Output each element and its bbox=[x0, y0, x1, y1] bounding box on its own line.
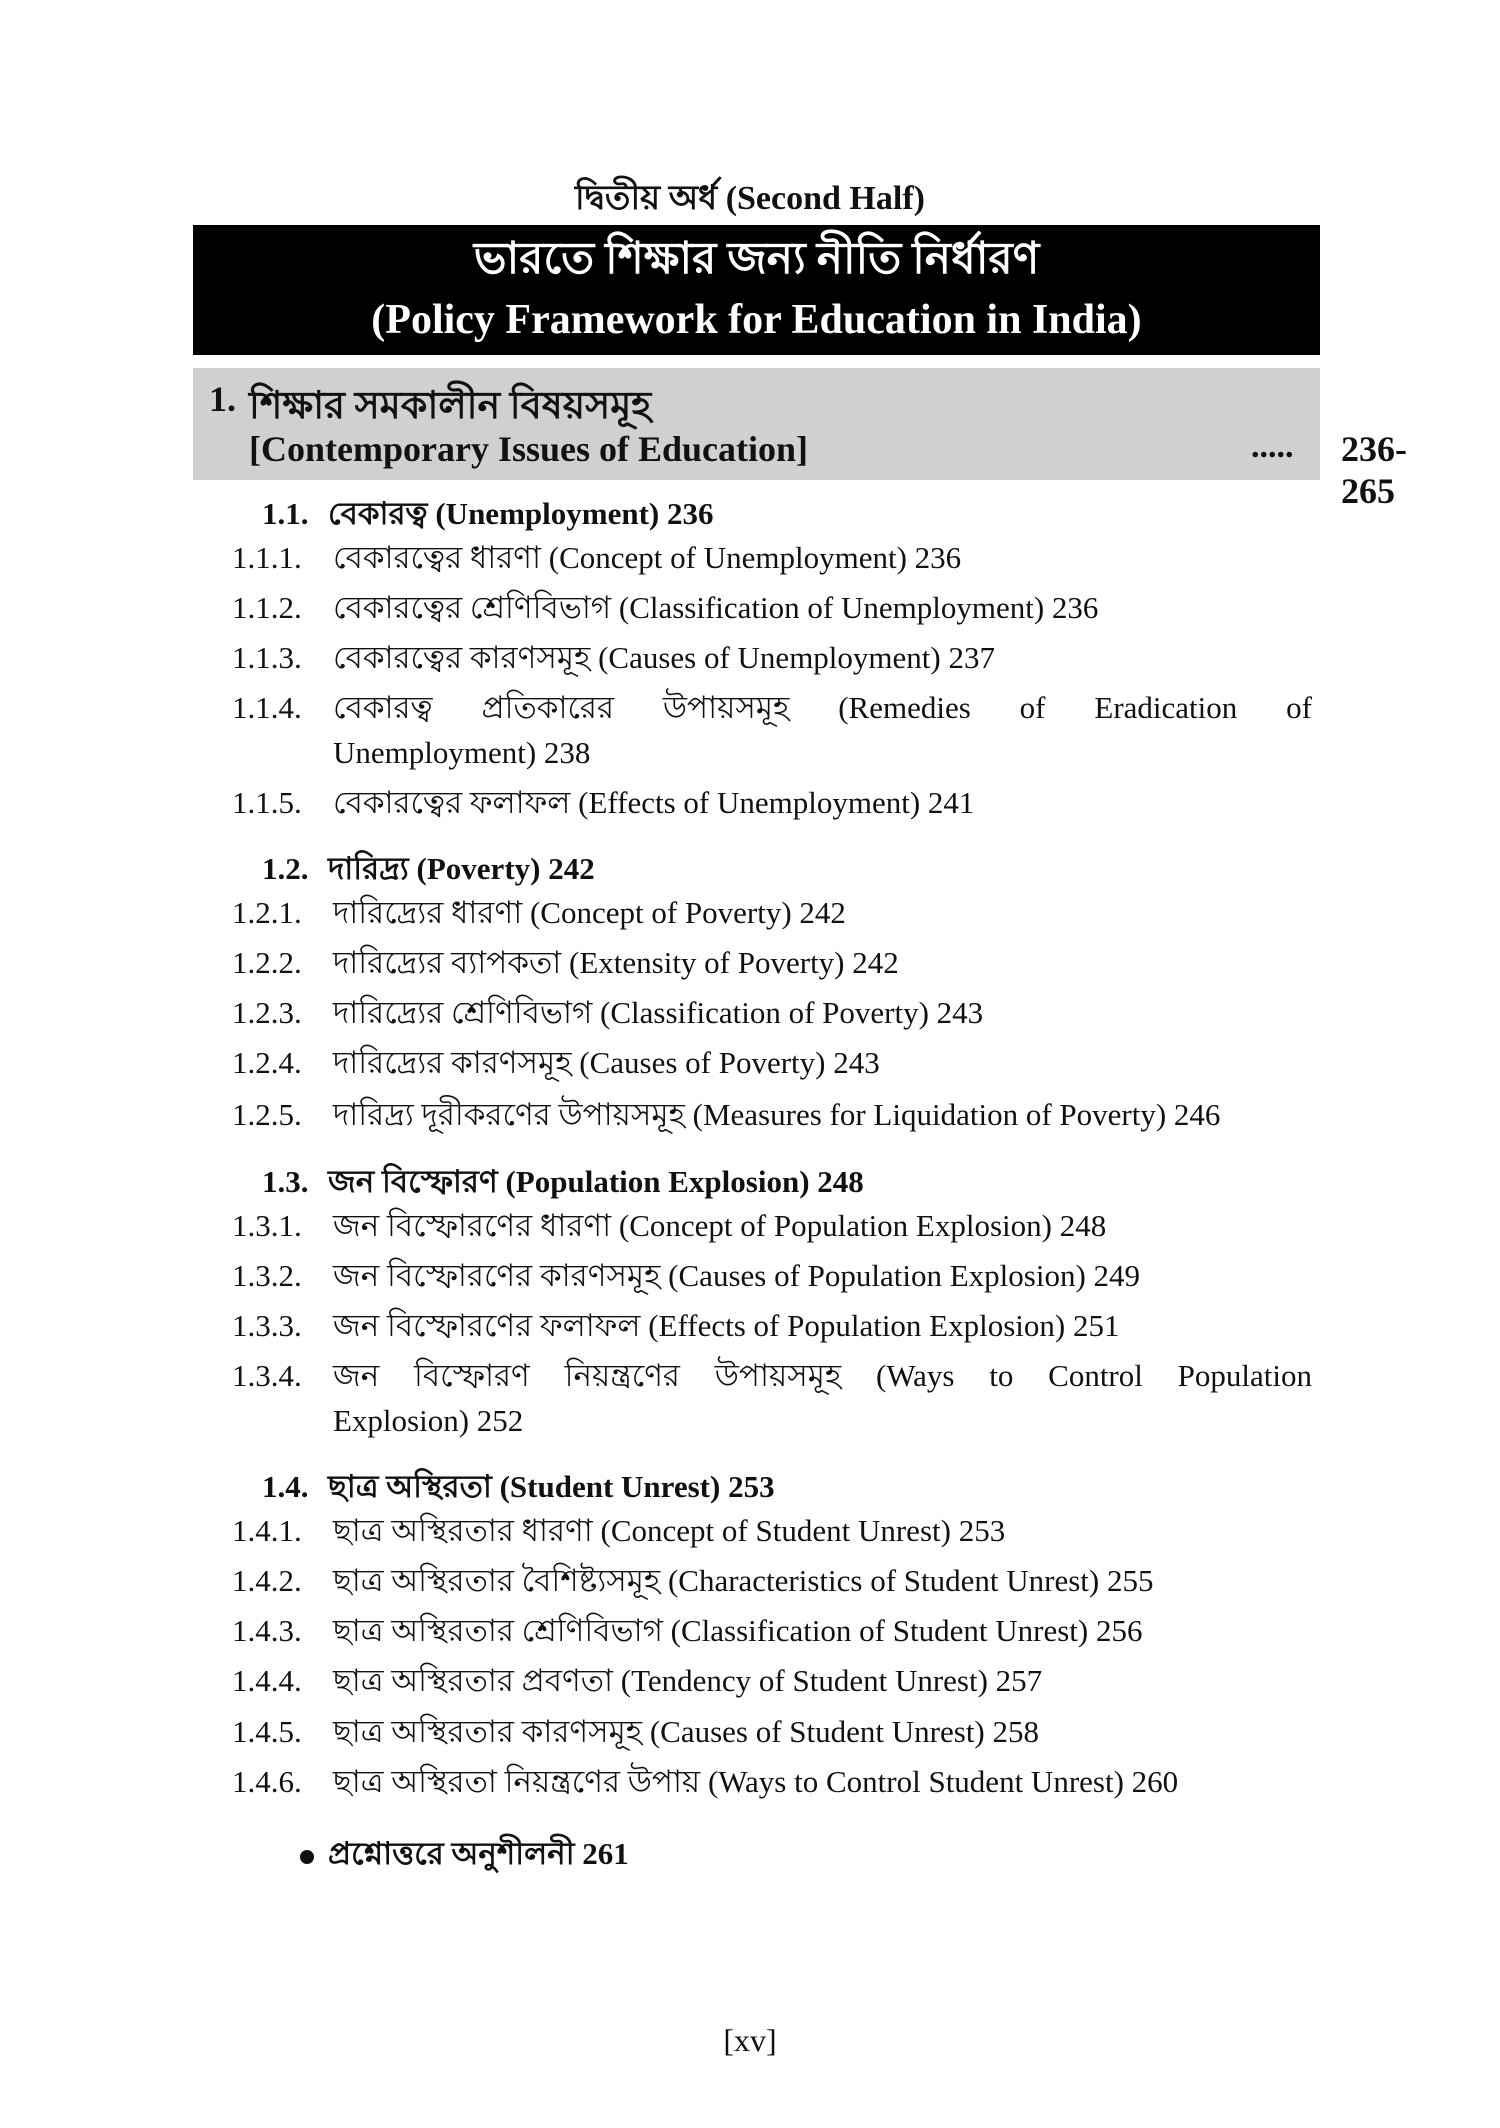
entry-text-continued: Unemployment) 238 bbox=[333, 735, 591, 770]
entry-number: 1.3.3. bbox=[232, 1308, 302, 1343]
entry-number: 1.1.5. bbox=[232, 785, 302, 820]
entry-text: বেকারত্বের ধারণা (Concept of Unemployment) 236 bbox=[333, 540, 962, 575]
section-number: 1.4. bbox=[262, 1469, 309, 1504]
section-heading[interactable] bbox=[262, 845, 595, 897]
entry-number: 1.2.5. bbox=[232, 1097, 302, 1132]
part-title-bengali: ভারতে শিক্ষার জন্য নীতি নির্ধারণ bbox=[473, 234, 1040, 283]
entry-number: 1.3.4. bbox=[232, 1358, 302, 1393]
entry-number: 1.1.1. bbox=[232, 540, 302, 575]
entry-number: 1.2.1. bbox=[232, 895, 302, 930]
section-heading[interactable] bbox=[262, 1463, 775, 1515]
page-number: [xv] bbox=[723, 2022, 777, 2058]
entry-number: 1.4.3. bbox=[232, 1613, 302, 1648]
entry-number: 1.1.3. bbox=[232, 640, 302, 675]
entry-number: 1.2.3. bbox=[232, 995, 302, 1030]
half-title: দ্বিতীয় অর্ধ (Second Half) bbox=[575, 180, 925, 217]
section-heading[interactable] bbox=[262, 490, 713, 542]
section-title: বেকারত্ব (Unemployment) 236 bbox=[328, 496, 714, 531]
entry-number: 1.3.1. bbox=[232, 1208, 302, 1243]
entry-text: ছাত্র অস্থিরতার ধারণা (Concept of Student Unrest) 253 bbox=[333, 1513, 1006, 1548]
section-title: ছাত্র অস্থিরতা (Student Unrest) 253 bbox=[328, 1469, 775, 1504]
entry-text: বেকারত্বের শ্রেণিবিভাগ (Classification of Unemployment) 236 bbox=[333, 590, 1099, 625]
section-number: 1.2. bbox=[262, 851, 309, 886]
entry-text: ছাত্র অস্থিরতার প্রবণতা (Tendency of Student Unrest) 257 bbox=[333, 1663, 1043, 1698]
entry-number: 1.1.2. bbox=[232, 590, 302, 625]
entry-number: 1.2.4. bbox=[232, 1045, 302, 1080]
chapter-title-bengali: শিক্ষার সমকালীন বিষয়সমূহ bbox=[249, 385, 652, 427]
dot-leader: ..... bbox=[1251, 428, 1294, 465]
chapter-heading[interactable] bbox=[193, 368, 1407, 511]
entry-text: জন বিস্ফোরণের ধারণা (Concept of Population Explosion) 248 bbox=[333, 1208, 1107, 1243]
section-heading[interactable] bbox=[262, 1158, 864, 1210]
entry-number: 1.4.4. bbox=[232, 1663, 302, 1698]
entry-text: বেকারত্বের কারণসমূহ (Causes of Unemployment) 237 bbox=[333, 640, 995, 675]
entry-number: 1.1.4. bbox=[232, 690, 302, 725]
entry-number: 1.4.5. bbox=[232, 1714, 302, 1749]
entry-text: দারিদ্র্যের ব্যাপকতা (Extensity of Poverty) 242 bbox=[333, 945, 899, 980]
entry-number: 1.4.2. bbox=[232, 1563, 302, 1598]
entry-text: জন বিস্ফোরণের ফলাফল (Effects of Population Explosion) 251 bbox=[333, 1308, 1120, 1343]
entry-number: 1.4.1. bbox=[232, 1513, 302, 1548]
entry-text: জন বিস্ফোরণের কারণসমূহ (Causes of Population Explosion) 249 bbox=[333, 1258, 1141, 1293]
entry-number: 1.2.2. bbox=[232, 945, 302, 980]
entry-text: দারিদ্র্যের শ্রেণিবিভাগ (Classification of Poverty) 243 bbox=[333, 995, 984, 1030]
entry-text: দারিদ্র্য দূরীকরণের উপায়সমূহ (Measures for Liquidation of Poverty) 246 bbox=[333, 1097, 1221, 1132]
entry-text: বেকারত্বের ফলাফল (Effects of Unemployment) 241 bbox=[333, 785, 975, 820]
entry-text: ছাত্র অস্থিরতা নিয়ন্ত্রণের উপায় (Ways to Control Student Unrest) 260 bbox=[333, 1764, 1179, 1799]
exercise-entry[interactable] bbox=[300, 1830, 629, 1882]
entry-number: 1.3.2. bbox=[232, 1258, 302, 1293]
entry-text: দারিদ্র্যের কারণসমূহ (Causes of Poverty) 243 bbox=[333, 1045, 880, 1080]
part-title-english: (Policy Framework for Education in India) bbox=[371, 297, 1142, 343]
section-number: 1.1. bbox=[262, 496, 309, 531]
entry-text: ছাত্র অস্থিরতার কারণসমূহ (Causes of Student Unrest) 258 bbox=[333, 1714, 1040, 1749]
section-title: দারিদ্র্য (Poverty) 242 bbox=[328, 851, 595, 886]
part-title-banner bbox=[193, 225, 1320, 355]
entry-text: বেকারত্ব প্রতিকারের উপায়সমূহ (Remedies of Eradication of bbox=[333, 690, 1312, 725]
exercise-text: প্রশ্নোত্তরে অনুশীলনী 261 bbox=[328, 1836, 629, 1871]
entry-number: 1.4.6. bbox=[232, 1764, 302, 1799]
chapter-number: 1. bbox=[209, 379, 236, 419]
entry-text: ছাত্র অস্থিরতার শ্রেণিবিভাগ (Classification of Student Unrest) 256 bbox=[333, 1613, 1143, 1648]
section-number: 1.3. bbox=[262, 1164, 309, 1199]
entry-text: ছাত্র অস্থিরতার বৈশিষ্ট্যসমূহ (Characteristics of Student Unrest) 255 bbox=[333, 1563, 1154, 1598]
entry-text: দারিদ্র্যের ধারণা (Concept of Poverty) 242 bbox=[333, 895, 846, 930]
entry-text: জন বিস্ফোরণ নিয়ন্ত্রণের উপায়সমূহ (Ways to Control Population bbox=[333, 1358, 1312, 1393]
chapter-page-range: 236-265 bbox=[1341, 429, 1407, 511]
chapter-title-english: [Contemporary Issues of Education] bbox=[249, 429, 809, 469]
bullet-icon bbox=[300, 1850, 314, 1864]
entry-text-continued: Explosion) 252 bbox=[333, 1403, 524, 1438]
section-title: জন বিস্ফোরণ (Population Explosion) 248 bbox=[328, 1164, 864, 1199]
